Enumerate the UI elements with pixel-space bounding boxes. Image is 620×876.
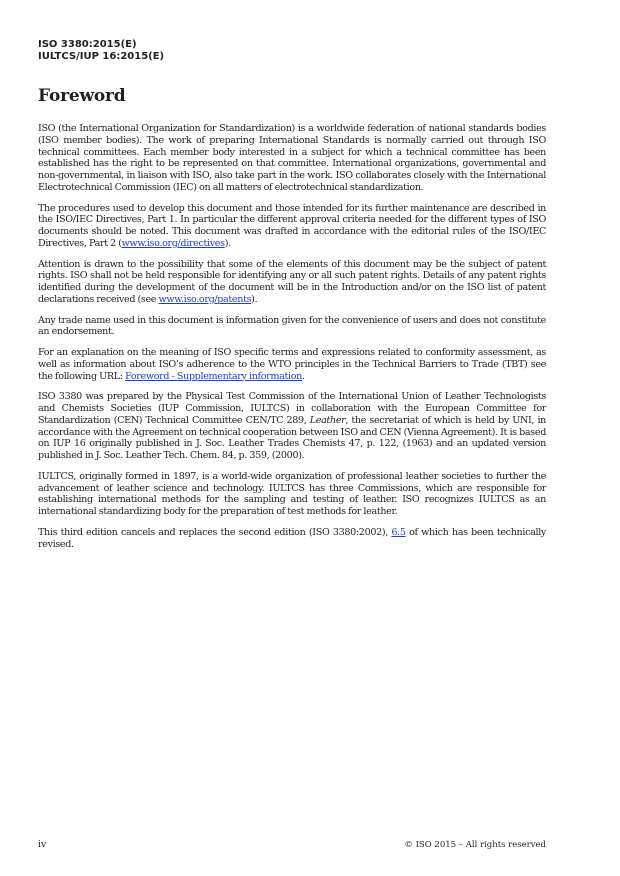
paragraph-prepared-by: ISO 3380 was prepared by the Physical Test Commission of the International Union of Leather Technologists and Chemists Societies (IUP Commission, IULTCS) in collaboration with the European Committee for Standardization (CEN) Technical Committee CEN/TC 289, Leather, the secretariat of which is held by UNI, in accordance with the Agreement on technical cooperation between ISO and CEN (Vienna Agreement). It is based on IUP 16 originally published in J. Soc. Leather Trades Chemists 47, p. 122, (1963) and an updated version published in J. Soc. Leather Tech. Chem. 84, p. 359, (2000). <box>38 391 546 461</box>
paragraph-trade-name: Any trade name used in this document is information given for the convenience of users and does not constitute an endorsement. <box>38 314 546 338</box>
foreword-body <box>38 123 546 559</box>
supplementary-info-link[interactable]: Foreword - Supplementary information <box>125 370 303 382</box>
patents-link[interactable]: www.iso.org/patents <box>158 293 252 305</box>
directives-link[interactable]: www.iso.org/directives <box>121 237 225 249</box>
paragraph-patents: Attention is drawn to the possibility that some of the elements of this document may be the subject of patent rights. ISO shall not be held responsible for identifying any or all such patent rights. Details of any patent rights identified during the development of the document will be in the Introduction and/or on the ISO list of patent declarations received (see www.iso.org/patents). <box>38 258 546 305</box>
paragraph-iso-intro: ISO (the International Organization for Standardization) is a worldwide federation of national standards bodies (ISO member bodies). The work of preparing International Standards is normally carried out through ISO technical committees. Each member body interested in a subject for which a technical committee has been established has the right to be represented on that committee. International organizations, governmental and non-governmental, in liaison with ISO, also take part in the work. ISO collaborates closely with the International Electrotechnical Commission (IEC) on all matters of electrotechnical standardization. <box>38 123 546 193</box>
paragraph-edition: This third edition cancels and replaces the second edition (ISO 3380:2002), 6.5 of which has been technically revised. <box>38 526 546 550</box>
document-header <box>38 39 164 62</box>
clause-6-5-link[interactable]: 6.5 <box>391 526 406 538</box>
paragraph-conformity: For an explanation on the meaning of ISO specific terms and expressions related to conformity assessment, as well as information about ISO’s adherence to the WTO principles in the Technical Barriers to Trade (TBT) see the following URL: Foreword - Supplementary information. <box>38 347 546 382</box>
committee-name-italic: Leather <box>309 414 346 426</box>
copyright-notice: © ISO 2015 – All rights reserved <box>404 840 546 850</box>
paragraph-procedures: The procedures used to develop this document and those intended for its further maintenance are described in the ISO/IEC Directives, Part 1. In particular the different approval criteria needed for the different types of ISO documents should be noted. This document was drafted in accordance with the editorial rules of the ISO/IEC Directives, Part 2 (www.iso.org/directives). <box>38 202 546 249</box>
standard-number: ISO 3380:2015(E) <box>38 39 137 50</box>
page-number: iv <box>38 839 47 850</box>
iultcs-number: IULTCS/IUP 16:2015(E) <box>38 50 165 62</box>
paragraph-iultcs: IULTCS, originally formed in 1897, is a world-wide organization of professional leather societies to further the advancement of leather science and technology. IULTCS has three Commissions, which are responsible for establishing international methods for the sampling and testing of leather. ISO recognizes IULTCS as an international standardizing body for the preparation of test methods for leather. <box>38 470 546 517</box>
page-title: Foreword <box>38 86 126 106</box>
